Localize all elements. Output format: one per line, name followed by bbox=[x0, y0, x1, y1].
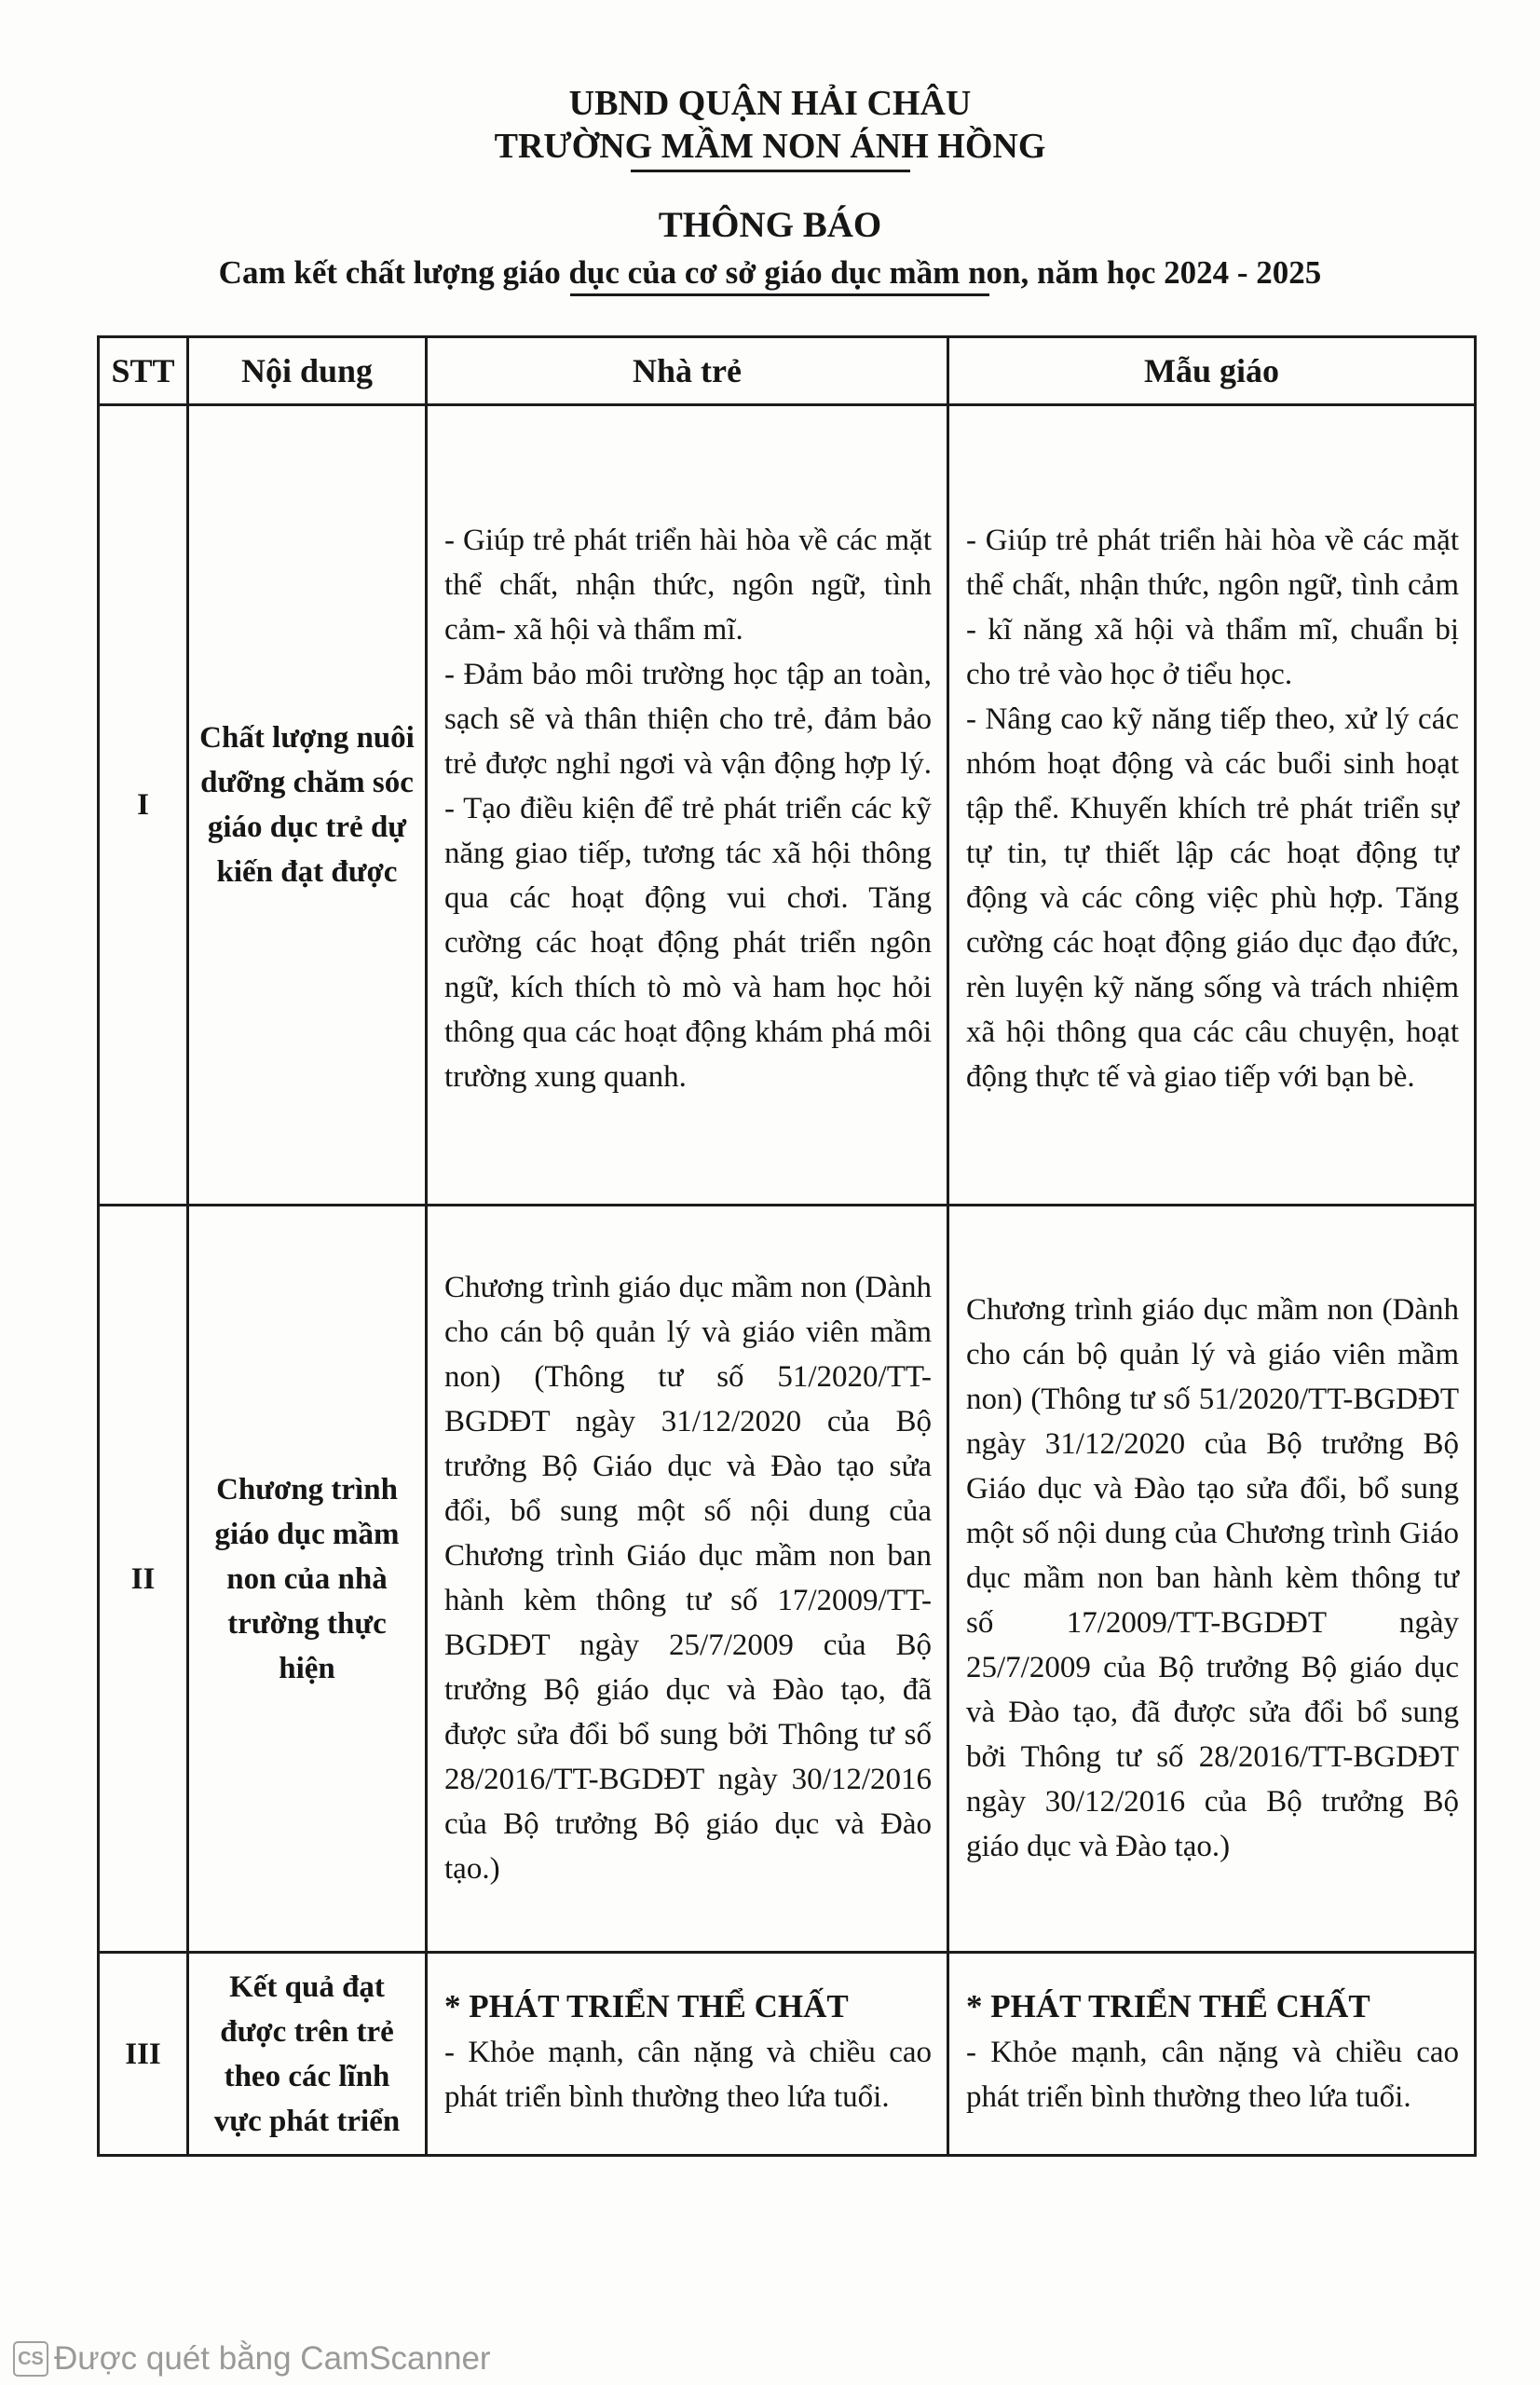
column-header-stt: STT bbox=[99, 337, 188, 405]
cell-paragraph: Chương trình giáo dục mầm non (Dành cho cán bộ quản lý và giáo viên mầm non) (Thông tư số 51/2020/TT-BGDĐT ngày 31/12/2020 của Bộ trưởng Bộ Giáo dục và Đào tạo sửa đổi, bổ sung một số nội dung của Chương trình Giáo dục mầm non ban hành kèm thông tư số 17/2009/TT-BGDĐT ngày 25/7/2009 của Bộ trưởng Bộ giáo dục và Đào tạo, đã được sửa đổi bổ sung bởi Thông tư số 28/2016/TT-BGDĐT ngày 30/12/2016 của Bộ trưởng Bộ giáo dục và Đào tạo.) bbox=[966, 1292, 1459, 1863]
section-heading: * PHÁT TRIỂN THỂ CHẤT bbox=[444, 1987, 849, 2024]
row-number: III bbox=[99, 1953, 188, 2156]
mau-giao-cell bbox=[948, 1953, 1476, 2156]
organization-name: UBND QUẬN HẢI CHÂU bbox=[568, 84, 972, 123]
nha-tre-cell bbox=[427, 1953, 948, 2156]
document-subtitle: Cam kết chất lượng giáo dục của cơ sở giáo dục mầm non, năm học 2024 - 2025 bbox=[218, 254, 1322, 291]
row-content-label: Chất lượng nuôi dưỡng chăm sóc giáo dục trẻ dự kiến đạt được bbox=[188, 405, 427, 1206]
document-header bbox=[0, 82, 1540, 296]
camscanner-logo-icon: CS bbox=[13, 2341, 48, 2377]
table-header-row bbox=[99, 337, 1476, 405]
section-heading: * PHÁT TRIỂN THỂ CHẤT bbox=[966, 1987, 1370, 2024]
table-row bbox=[99, 405, 1476, 1206]
cell-paragraph: Chương trình giáo dục mầm non (Dành cho cán bộ quản lý và giáo viên mầm non) (Thông tư số 51/2020/TT-BGDĐT ngày 31/12/2020 của Bộ trưởng Bộ Giáo dục và Đào tạo sửa đổi, bổ sung một số nội dung của Chương trình Giáo dục mầm non ban hành kèm thông tư số 17/2009/TT-BGDĐT ngày 25/7/2009 của Bộ trưởng Bộ giáo dục và Đào tạo, đã được sửa đổi bổ sung bởi Thông tư số 28/2016/TT-BGDĐT ngày 30/12/2016 của Bộ trưởng Bộ giáo dục và Đào tạo.) bbox=[444, 1270, 932, 1886]
column-header-mau-giao: Mẫu giáo bbox=[948, 337, 1476, 405]
table-row bbox=[99, 1206, 1476, 1953]
document-title: THÔNG BÁO bbox=[658, 205, 882, 245]
column-header-content: Nội dung bbox=[188, 337, 427, 405]
cell-paragraph: - Khỏe mạnh, cân nặng và chiều cao phát triển bình thường theo lứa tuổi. bbox=[966, 2035, 1459, 2114]
commitment-table bbox=[97, 335, 1477, 2157]
nha-tre-cell bbox=[427, 405, 948, 1206]
cell-paragraph: - Nâng cao kỹ năng tiếp theo, xử lý các nhóm hoạt động và các buổi sinh hoạt tập thể. Khuyến khích trẻ phát triển sự tự tin, tự thiết lập các hoạt động tự động và các công việc phù hợp. Tăng cường các hoạt động giáo dục đạo đức, rèn luyện kỹ năng sống và trách nhiệm xã hội thông qua các câu chuyện, hoạt động thực tế và giao tiếp với bạn bè. bbox=[966, 702, 1459, 1094]
cell-paragraph: - Giúp trẻ phát triển hài hòa về các mặt thể chất, nhận thức, ngôn ngữ, tình cảm - kĩ năng xã hội và thẩm mĩ, chuẩn bị cho trẻ vào học ở tiểu học. bbox=[966, 524, 1459, 691]
scanner-watermark bbox=[13, 2340, 491, 2378]
school-name: TRƯỜNG MẦM NON ÁNH HỒNG bbox=[494, 127, 1046, 166]
subtitle-underline bbox=[570, 293, 989, 296]
row-number: II bbox=[99, 1206, 188, 1953]
watermark-text: Được quét bằng CamScanner bbox=[54, 2340, 491, 2377]
mau-giao-cell bbox=[948, 405, 1476, 1206]
column-header-nha-tre: Nhà trẻ bbox=[427, 337, 948, 405]
cell-paragraph: - Đảm bảo môi trường học tập an toàn, sạch sẽ và thân thiện cho trẻ, đảm bảo trẻ được nghỉ ngơi và vận động hợp lý. - Tạo điều kiện để trẻ phát triển các kỹ năng giao tiếp, tương tác xã hội thông qua các hoạt động vui chơi. Tăng cường các hoạt động phát triển ngôn ngữ, kích thích tò mò và ham học hỏi thông qua các hoạt động khám phá môi trường xung quanh. bbox=[444, 658, 932, 1094]
row-content-label: Kết quả đạt được trên trẻ theo các lĩnh vực phát triển bbox=[188, 1953, 427, 2156]
table-row bbox=[99, 1953, 1476, 2156]
row-number: I bbox=[99, 405, 188, 1206]
mau-giao-cell bbox=[948, 1206, 1476, 1953]
row-content-label: Chương trình giáo dục mầm non của nhà trường thực hiện bbox=[188, 1206, 427, 1953]
school-underline bbox=[631, 170, 910, 172]
nha-tre-cell bbox=[427, 1206, 948, 1953]
cell-paragraph: - Giúp trẻ phát triển hài hòa về các mặt thể chất, nhận thức, ngôn ngữ, tình cảm- xã hội và thẩm mĩ. bbox=[444, 524, 932, 647]
cell-paragraph: - Khỏe mạnh, cân nặng và chiều cao phát triển bình thường theo lứa tuổi. bbox=[444, 2035, 932, 2114]
